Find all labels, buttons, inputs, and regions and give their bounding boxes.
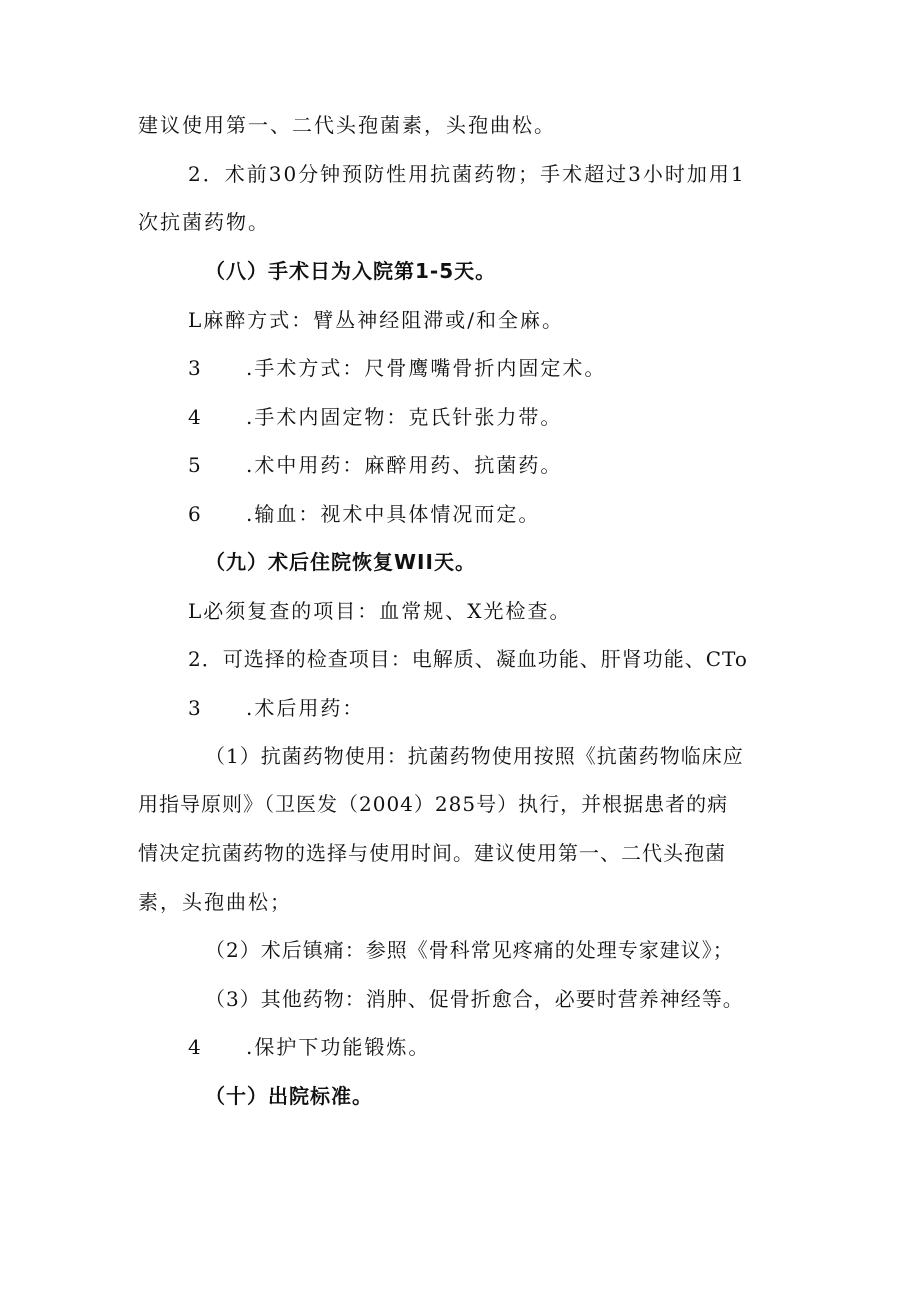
item-number: 4 <box>188 1035 203 1059</box>
numbered-item <box>188 403 562 431</box>
item-text: .术后用药： <box>246 696 365 720</box>
numbered-item <box>188 354 606 382</box>
text-line: （2）术后镇痛：参照《骨科常见疼痛的处理专家建议》； <box>205 938 734 962</box>
item-number: 3 <box>188 696 203 720</box>
text-line: （1）抗菌药物使用：抗菌药物使用按照《抗菌药物临床应 <box>205 744 744 768</box>
text-line: 建议使用第一、二代头孢菌素，头孢曲松。 <box>138 113 556 137</box>
numbered-item <box>188 500 540 528</box>
text-line: 2．术前30分钟预防性用抗菌药物；手术超过3小时加用1 <box>188 162 746 186</box>
text-line: 次抗菌药物。 <box>138 210 270 234</box>
item-text: .手术内固定物：克氏针张力带。 <box>246 405 563 429</box>
item-number: 6 <box>188 502 203 526</box>
text-line: 2．可选择的检查项目：电解质、凝血功能、肝肾功能、CTo <box>188 647 748 671</box>
text-line: 素，头孢曲松； <box>138 890 292 914</box>
text-line: L麻醉方式：臂丛神经阻滞或/和全麻。 <box>188 308 565 332</box>
section-heading: （九）术后住院恢复WII天。 <box>205 550 476 574</box>
numbered-item <box>188 451 562 479</box>
text-line: 用指导原则》（卫医发（2004）285号）执行，并根据患者的病 <box>138 792 729 816</box>
numbered-item <box>188 694 364 722</box>
item-text: .保护下功能锻炼。 <box>246 1035 431 1059</box>
text-line: L必须复查的项目：血常规、X光检查。 <box>188 599 572 623</box>
item-number: 4 <box>188 405 203 429</box>
item-text: .术中用药：麻醉用药、抗菌药。 <box>246 453 563 477</box>
item-number: 3 <box>188 356 203 380</box>
section-heading: （八）手术日为入院第1-5天。 <box>205 259 497 283</box>
numbered-item <box>188 1033 430 1061</box>
text-line: 情决定抗菌药物的选择与使用时间。建议使用第一、二代头孢菌 <box>138 841 726 865</box>
section-heading: （十）出院标准。 <box>205 1084 373 1108</box>
item-text: .输血：视术中具体情况而定。 <box>246 502 541 526</box>
text-line: （3）其他药物：消肿、促骨折愈合，必要时营养神经等。 <box>205 987 744 1011</box>
item-text: .手术方式：尺骨鹰嘴骨折内固定术。 <box>246 356 607 380</box>
item-number: 5 <box>188 453 203 477</box>
